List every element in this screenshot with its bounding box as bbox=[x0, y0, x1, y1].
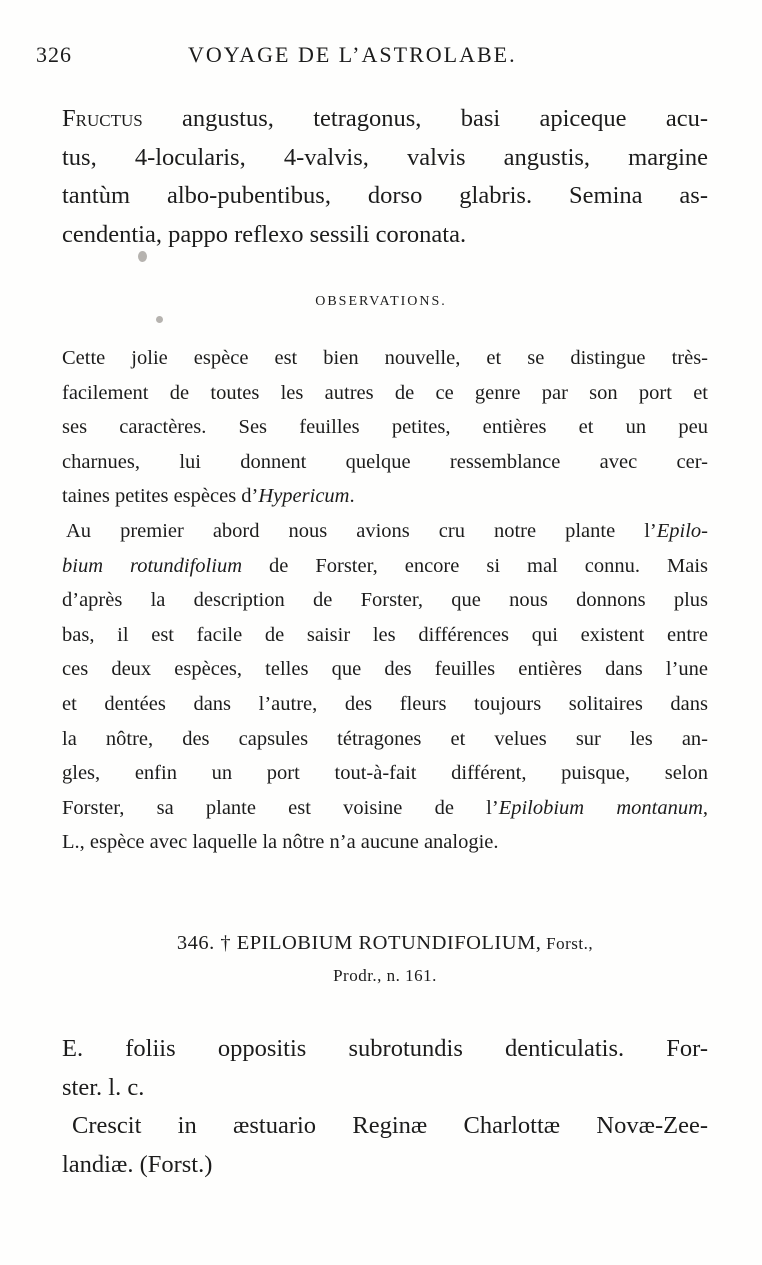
fructus-lead-word: Fructus bbox=[62, 105, 143, 132]
obs-p2-line-1: Au premier abord nous avions cru notre plante l’Epilo- bbox=[66, 519, 708, 542]
taxon-epilobium-montanum: Epilobium montanum bbox=[498, 796, 703, 819]
obs-p2-line-8: gles, enfin un port tout-à-fait différent, puisque, selon bbox=[62, 762, 708, 785]
page-number: 326 bbox=[36, 42, 72, 67]
obs-p2-line-10: L., espèce avec laquelle la nôtre n’a aucune analogie. bbox=[62, 831, 499, 854]
foxing-spot bbox=[138, 251, 147, 262]
obs-p1-line-4: charnues, lui donnent quelque ressemblance avec cer- bbox=[62, 450, 708, 473]
fructus-line-3: tantùm albo-pubentibus, dorso glabris. Semina as- bbox=[62, 182, 708, 210]
obs-p1-line-3: ses caractères. Ses feuilles petites, entières et un peu bbox=[62, 416, 708, 439]
foxing-spot bbox=[156, 316, 163, 323]
diag-line-1: E. foliis oppositis subrotundis denticulatis. For- bbox=[62, 1035, 708, 1062]
obs-p1-line-5: taines petites espèces d’Hypericum. bbox=[62, 485, 355, 508]
obs-p2-line-3: d’après la description de Forster, que nous donnons plus bbox=[62, 589, 708, 612]
taxon-epilobium-part: Epilo- bbox=[656, 519, 708, 542]
obs-p2-line-6: et dentées dans l’autre, des fleurs toujours solitaires dans bbox=[62, 692, 708, 715]
running-title: VOYAGE DE L’ASTROLABE. bbox=[188, 42, 517, 67]
obs-p1-line-2: facilement de toutes les autres de ce genre par son port et bbox=[62, 381, 708, 404]
obs-p2-line-9: Forster, sa plante est voisine de l’Epilobium montanum, bbox=[62, 796, 708, 819]
obs-p1-line-1: Cette jolie espèce est bien nouvelle, et se distingue très- bbox=[62, 347, 708, 369]
running-header bbox=[36, 42, 716, 74]
genus-hypericum: Hypericum bbox=[258, 485, 350, 508]
species-heading bbox=[62, 927, 708, 992]
obs-p2-line-5: ces deux espèces, telles que des feuilles entières dans l’une bbox=[62, 658, 708, 681]
fructus-paragraph bbox=[62, 100, 708, 255]
species-reference: Prodr., n. 161. bbox=[333, 966, 437, 985]
observations-body bbox=[62, 341, 708, 860]
diag-line-3: Crescit in æstuario Reginæ Charlottæ Novæ-Zee- bbox=[72, 1112, 708, 1139]
fructus-line-2: tus, 4-locularis, 4-valvis, valvis angustis, margine bbox=[62, 143, 708, 171]
species-author: Forst., bbox=[541, 934, 594, 953]
taxon-rotundifolium: bium rotundifolium bbox=[62, 554, 242, 577]
species-diagnosis bbox=[62, 1030, 708, 1184]
diag-line-2: ster. l. c. bbox=[62, 1073, 145, 1101]
obs-p2-line-4: bas, il est facile de saisir les différences qui existent entre bbox=[62, 623, 708, 646]
obs-p2-line-2: bium rotundifolium de Forster, encore si mal connu. Mais bbox=[62, 554, 708, 577]
diag-line-4: landiæ. (Forst.) bbox=[62, 1150, 213, 1178]
observations-heading: OBSERVATIONS. bbox=[315, 294, 447, 309]
species-title: 346. † EPILOBIUM ROTUNDIFOLIUM, Forst., bbox=[176, 932, 594, 954]
fructus-line-4: cendentia, pappo reflexo sessili coronata. bbox=[62, 221, 467, 249]
obs-p2-line-7: la nôtre, des capsules tétragones et velues sur les an- bbox=[62, 727, 708, 750]
fructus-line-1: Fructus angustus, tetragonus, basi apiceque acu- bbox=[62, 105, 708, 132]
